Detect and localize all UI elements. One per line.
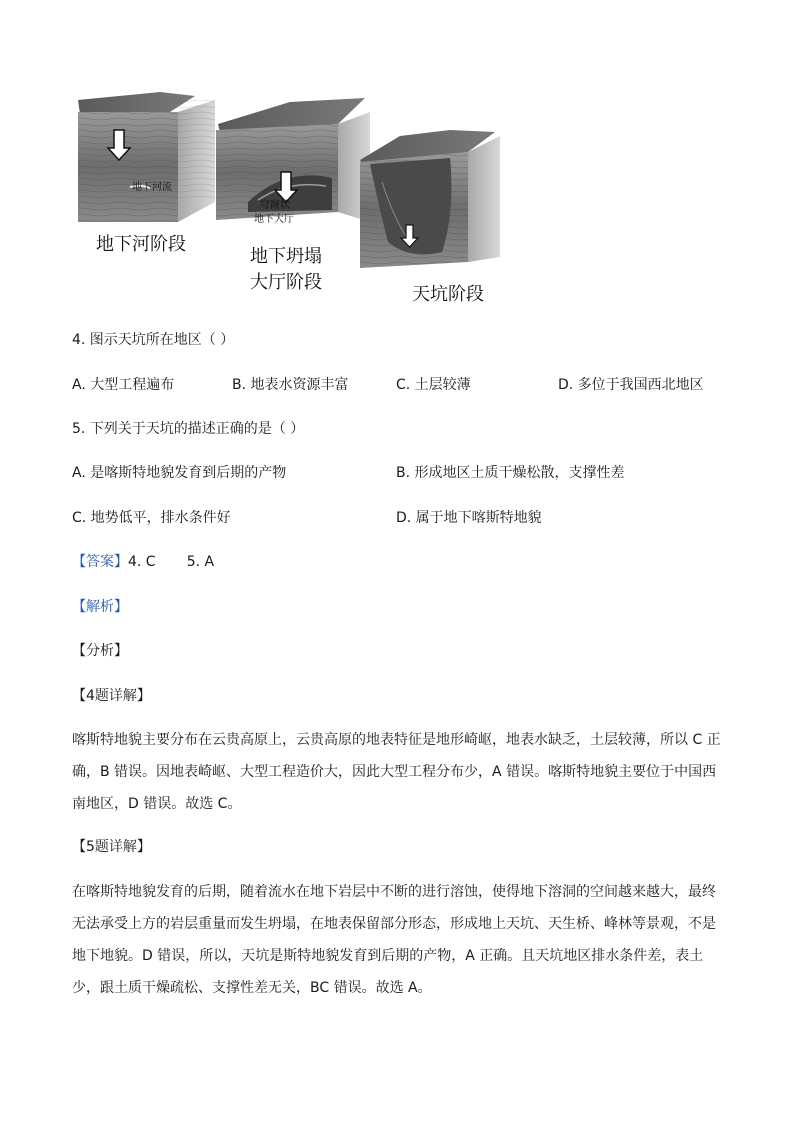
- question-4-option-d: D. 多位于我国西北地区: [558, 377, 704, 393]
- stage-1-label: 地下河阶段: [96, 234, 186, 255]
- question-4-option-a: A. 大型工程遍布: [72, 377, 175, 393]
- block-underground-river: [78, 92, 215, 222]
- question-4-option-c: C. 土层较薄: [396, 377, 471, 393]
- cave-hall-label: 穹窿状 地下大厅: [254, 200, 294, 225]
- question-5-stem: 5. 下列关于天坑的描述正确的是（ ）: [72, 421, 305, 437]
- answer-line: [72, 552, 214, 572]
- detail-4-heading: 【4题详解】: [72, 688, 151, 704]
- stage-3-label: 天坑阶段: [412, 284, 484, 305]
- question-4-stem: 4. 图示天坑所在地区（ ）: [72, 332, 235, 348]
- karst-stage-diagram: [70, 92, 510, 312]
- detail-5-body: 在喀斯特地貌发育的后期，随着流水在地下岩层中不断的进行溶蚀，使得地下溶洞的空间越来越大，最终无法承受上方的岩层重量而发生坍塌，在地表保留部分形态，形成地上天坑、天生桥、峰林等景观，不是地下地貌。D 错误，所以，天坑是斯特地貌发育到后期的产物，A 正确。且天坑地区排水条件差，表土少，跟土质干燥疏松、支撑性差无关，BC 错误。故选 A。: [72, 884, 716, 996]
- question-5-option-d: D. 属于地下喀斯特地貌: [396, 510, 542, 526]
- question-5-option-b: B. 形成地区土质干燥松散，支撑性差: [396, 465, 625, 481]
- fenxi-heading: 【分析】: [72, 643, 128, 659]
- question-5-option-c: C. 地势低平，排水条件好: [72, 510, 231, 526]
- answer-tag: 【答案】: [72, 554, 128, 570]
- answer-text: 4. C 5. A: [128, 554, 215, 570]
- underground-river-label: 地下河流: [132, 182, 172, 193]
- question-5-option-a: A. 是喀斯特地貌发育到后期的产物: [72, 465, 287, 481]
- block-tiankeng: [360, 130, 500, 268]
- question-4-option-b: B. 地表水资源丰富: [232, 377, 349, 393]
- detail-4-body: 喀斯特地貌主要分布在云贵高原上，云贵高原的地表特征是地形崎岖，地表水缺乏，土层较薄，所以 C 正确，B 错误。因地表崎岖、大型工程造价大，因此大型工程分布少，A 错误。喀斯特地貌主要位于中国西南地区，D 错误。故选 C。: [72, 732, 721, 812]
- detail-5-heading: 【5题详解】: [72, 839, 151, 855]
- stage-2-label-line2: 大厅阶段: [250, 272, 322, 293]
- analysis-tag: 【解析】: [72, 599, 128, 615]
- stage-2-label-line1: 地下坍塌: [250, 246, 322, 267]
